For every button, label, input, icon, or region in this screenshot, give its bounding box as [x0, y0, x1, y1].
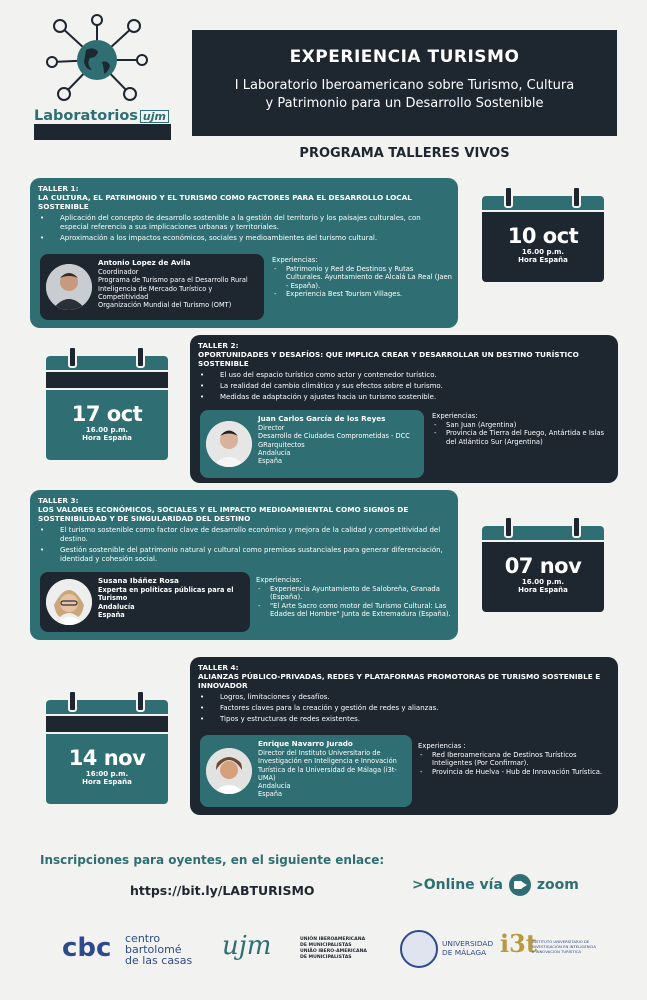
partner-logos: [0, 925, 647, 985]
cbc-logo-text: [125, 933, 192, 966]
ujm-logo: ujm: [222, 931, 272, 961]
calendar-ring: [572, 516, 581, 538]
speaker-name: Juan Carlos García de los Reyes: [258, 414, 386, 423]
taller-bullet: • El turismo sostenible como factor clave de desarrollo económico y mejora de la calidad y competitividad del destino.: [38, 526, 450, 544]
speaker-line: Inteligencia de Mercado Turístico y Competitividad: [98, 284, 213, 301]
taller-bullet: • La realidad del cambio climático y sus efectos sobre el turismo.: [198, 382, 610, 391]
calendar-zone: Hora España: [518, 586, 568, 594]
calendar-zone: Hora España: [82, 778, 132, 786]
cbc-text-line: centro: [125, 932, 161, 945]
speaker-name: Susana Ibáñez Rosa: [98, 576, 179, 585]
taller-bullet: • Aproximación a los impactos económicos, sociales y medioambientes del turismo cultural.: [38, 234, 450, 243]
speaker-photo: [46, 579, 92, 625]
i3t-logo: i3t: [500, 929, 537, 958]
calendar-ring: [68, 346, 77, 368]
speaker-line: España: [258, 790, 283, 799]
speaker-photo: [206, 421, 252, 467]
logo-line2: Iberoamericanos: [34, 124, 171, 140]
speaker-line: Andalucía: [98, 602, 135, 611]
uma-text-line: DE MÁLAGA: [442, 948, 487, 957]
speaker-line: Desarrollo de Ciudades Comprometidas - DCC: [258, 432, 410, 441]
speaker-card: [200, 410, 424, 478]
speaker-card: [200, 735, 412, 807]
calendar-zone: Hora España: [82, 434, 132, 442]
calendar-ring: [572, 186, 581, 208]
experiences: [432, 412, 610, 446]
speaker-line: España: [98, 610, 125, 619]
calendar-time: 16.00 p.m.: [85, 426, 129, 434]
online-via-zoom: [412, 874, 579, 896]
speaker-line: Coordinador: [98, 268, 139, 277]
calendar-date: 07 nov: [504, 554, 582, 578]
ujm-text-line: UNIÓN IBEROAMERICANA: [300, 937, 366, 942]
experience-item: - Provincia de Huelva - Hub de Innovación Turística.: [418, 768, 612, 777]
experience-item: - Patrimonio y Red de Destinos y Rutas Culturales. Ayuntamiento de Alcalá La Real (Jaen - España).: [272, 265, 452, 291]
experiences: [418, 742, 612, 776]
speaker-line: España: [258, 457, 283, 466]
speaker-line: GRarquitectos: [258, 440, 305, 449]
speaker-line: Andalucía: [258, 782, 291, 791]
taller-number: TALLER 3:: [38, 496, 79, 505]
experience-item: - Red Iberoamericana de Destinos Turísticos Inteligentes (Por Confirmar).: [418, 751, 612, 768]
experience-item: - Experiencia Ayuntamiento de Salobreña, Granada (España).: [256, 585, 452, 602]
experiences-title: Experiencias:: [272, 256, 318, 264]
i3t-text-line: INVESTIGACIÓN EN INTELIGENCIA: [532, 944, 596, 949]
speaker-photo: [206, 748, 252, 794]
taller-bullet: • Tipos y estructuras de redes existentes.: [198, 715, 610, 724]
cbc-logo: cbc: [62, 933, 112, 963]
taller-bullet: • Aplicación del concepto de desarrollo sostenible a la gestión del territorio y los paisajes culturales, con especial referencia a sus implicaciones urbanas y territoriales.: [38, 214, 450, 232]
taller-title: LA CULTURA, EL PATRIMONIO Y EL TURISMO COMO FACTORES PARA EL DESARROLLO LOCAL SOSTENIBLE: [38, 193, 412, 211]
registration-text: Inscripciones para oyentes, en el siguiente enlace:: [40, 853, 385, 867]
logo-badge: ujm: [140, 110, 169, 123]
taller-bullet: • Medidas de adaptación y ajustes hacia un turismo sostenible.: [198, 393, 610, 402]
experience-item: - Experiencia Best Tourism Villages.: [272, 290, 452, 299]
calendar-time: 16.00 p.m.: [521, 248, 565, 256]
i3t-logo-text: [532, 939, 596, 954]
page-title: EXPERIENCIA TURISMO: [289, 47, 520, 67]
uma-logo-text: [442, 939, 493, 957]
calendar-zone: Hora España: [518, 256, 568, 264]
logo-line1: Laboratorios: [34, 108, 138, 124]
network-globe-icon: [42, 12, 152, 104]
cbc-text-line: de las casas: [125, 954, 193, 967]
speaker-card: [40, 572, 250, 632]
program-heading: PROGRAMA TALLERES VIVOS: [299, 146, 510, 161]
subtitle-line1: I Laboratorio Iberoamericano sobre Turismo, Cultura: [234, 78, 575, 93]
calendar-date: 10 oct: [507, 224, 579, 248]
calendar-ring: [504, 186, 513, 208]
ujm-text-line: UNIÃO IBERO-AMERICANA: [300, 949, 367, 954]
taller-title: LOS VALORES ECONÓMICOS, SOCIALES Y EL IMPACTO MEDIOAMBIENTAL COMO SIGNOS DE SOSTENIBILIDAD Y DE SINGULARIDAD DEL DESTINO: [38, 505, 409, 523]
cbc-text-line: bartolomé: [125, 943, 182, 956]
taller-number: TALLER 2:: [198, 341, 239, 350]
uma-seal-icon: [400, 930, 438, 968]
experience-item: - San Juan (Argentina): [432, 421, 610, 430]
calendar-date: 14 nov: [68, 746, 146, 770]
calendar-ring: [136, 346, 145, 368]
speaker-line: Director del Instituto Universitario de Investigación en Inteligencia e Innovación Turística de la Universidad de Málaga (i3t-UMA): [258, 749, 397, 782]
zoom-label: zoom: [536, 877, 579, 893]
taller-number: TALLER 1:: [38, 184, 79, 193]
experiences-title: Experiencias:: [256, 576, 302, 584]
speaker-card: [40, 254, 264, 320]
taller-title: ALIANZAS PÚBLICO-PRIVADAS, REDES Y PLATAFORMAS PROMOTORAS DE TURISMO SOSTENIBLE E INNOVADOR: [198, 672, 601, 690]
taller-bullet: • Logros, limitaciones y desafíos.: [198, 693, 610, 702]
ujm-text-line: DE MUNICIPALISTAS: [300, 943, 352, 948]
taller-title: OPORTUNIDADES Y DESAFÍOS: QUE IMPLICA CREAR Y DESARROLLAR UN DESTINO TURÍSTICO SOSTENIBLE: [198, 350, 579, 368]
zoom-camera-icon: [509, 874, 531, 896]
taller-bullet: • Gestión sostenible del patrimonio natural y cultural como premisas sustanciales para generar diferenciación, identidad y cohesión social.: [38, 546, 450, 564]
speaker-name: Enrique Navarro Jurado: [258, 739, 353, 748]
speaker-photo: [46, 264, 92, 310]
uma-text-line: UNIVERSIDAD: [442, 939, 494, 948]
i3t-text-line: E INNOVACIÓN TURÍSTICA: [532, 949, 581, 954]
i3t-text-line: INSTITUTO UNIVERSITARIO DE: [532, 939, 590, 944]
speaker-line: Experta en políticas públicas para el Turismo: [98, 586, 234, 603]
calendar-date: 17 oct: [71, 402, 143, 426]
ujm-text-line: DE MUNICIPALISTAS: [300, 955, 352, 960]
taller-bullet: • El uso del espacio turístico como actor y contenedor turístico.: [198, 371, 610, 380]
calendar-time: 16.00 p.m.: [521, 578, 565, 586]
calendar-time: 16:00 p.m.: [85, 770, 129, 778]
experience-item: - "El Arte Sacro como motor del Turismo Cultural: Las Edades del Hombre" Junta de Extremadura (España).: [256, 602, 452, 619]
ujm-logo-text: [300, 937, 367, 961]
experience-item: - Provincia de Tierra del Fuego, Antártida e Islas del Atlántico Sur (Argentina): [432, 429, 610, 446]
taller-bullet: • Factores claves para la creación y gestión de redes y alianzas.: [198, 704, 610, 713]
speaker-line: Andalucía: [258, 448, 291, 457]
calendar-ring: [136, 690, 145, 712]
speaker-line: Director: [258, 424, 285, 433]
speaker-line: Programa de Turismo para el Desarrollo Rural: [98, 276, 248, 285]
experiences-title: Experiencias :: [418, 742, 466, 750]
title-banner: [192, 30, 617, 136]
registration-link[interactable]: https://bit.ly/LABTURISMO: [130, 883, 315, 898]
experiences-title: Experiencias:: [432, 412, 478, 420]
speaker-line: Organización Mundial del Turismo (OMT): [98, 301, 232, 310]
online-label: >Online vía: [412, 877, 503, 893]
lab-logo: [12, 12, 182, 142]
taller-number: TALLER 4:: [198, 663, 239, 672]
subtitle-line2: y Patrimonio para un Desarrollo Sostenible: [265, 96, 544, 111]
calendar-ring: [68, 690, 77, 712]
calendar-ring: [504, 516, 513, 538]
experiences: [272, 256, 452, 299]
experiences: [256, 576, 452, 619]
speaker-name: Antonio Lopez de Avila: [98, 258, 191, 267]
